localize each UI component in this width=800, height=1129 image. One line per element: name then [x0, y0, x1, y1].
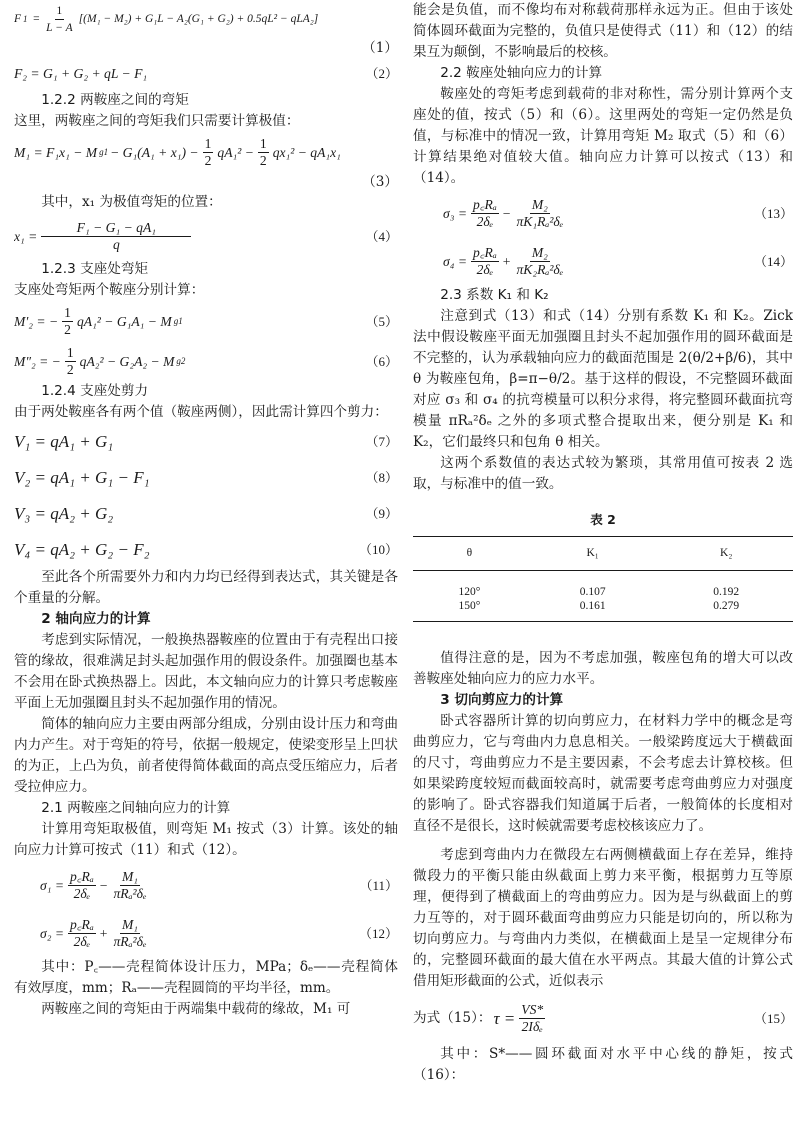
equation-14: σ₄ = $\frac{\text{p꜀Rₐ}}{\text{2δₑ}}$ + $\frac{\text{M₂}}{\text{πK₂Rₐ²δₑ}}$ （14）	[443, 244, 793, 277]
equation-10: V₄ = qA₂ + G₂ − F₂ （10）	[14, 539, 398, 559]
equation-3: M₁ = F₁x₁ − M g1 − G₁(A₁ + x₁) − $\frac{1}{2}$ qA₁² − $\frac{1}{2}$ qx₁² − qA₁x₁	[14, 135, 341, 168]
equation-3-number: （3）	[362, 174, 398, 190]
table-header-k1: K₁	[526, 537, 660, 571]
table-caption: 表 2	[590, 512, 616, 527]
paragraph-2-2: 鞍座处的弯矩考虑到载荷的非对称性，需分别计算两个支座处的值，按式（5）和（6）。这里两处的弯矩一定仍然是负值，与标准中的情况一致，计算用弯矩 M₂ 取式（5）和（6）计算结果绝对值较大值。轴向应力计算可以按式（13）和（14）。	[413, 86, 793, 186]
equation-1: F 1 = $\frac{1}{L - A}$ [(M₁ − M₂) + G₁L − A₂(G₁ + G₂) + 0.5qL² − qLA₂]	[14, 4, 319, 34]
equation-12: σ₂ = $\frac{\text{p꜀Rₐ}}{\text{2δₑ}}$ + $\frac{\text{M₁}}{\text{πRₐ²δₑ}}$ （12）	[40, 916, 398, 949]
paragraph-where: 其中：P꜀——壳程简体设计压力，MPa；δₑ——壳程简体有效厚度，mm；Rₐ——壳程圆筒的平均半径，mm。	[14, 959, 398, 996]
heading-1-2-4: 1.2.4 支座处剪力	[41, 383, 149, 399]
equation-7: V₁ = qA₁ + G₁ （7）	[14, 431, 398, 451]
paragraph-2-3b: 这两个系数值的表达式较为繁琐，其常用值可按表 2 选取，与标准中的值一致。	[413, 455, 793, 492]
equation-4: x₁ = $\frac{\text{F₁ − G₁ − qA₁}}{q}$ （4）	[14, 219, 398, 252]
heading-2-1: 2.1 两鞍座之间轴向应力的计算	[41, 800, 231, 816]
paragraph-1-2-3: 支座处弯矩两个鞍座分别计算：	[14, 282, 205, 298]
heading-2-3: 2.3 系数 K₁ 和 K₂	[440, 287, 549, 303]
heading-2: 2 轴向应力的计算	[41, 611, 151, 627]
heading-3: 3 切向剪应力的计算	[440, 692, 564, 708]
paragraph-tail: 两鞍座之间的弯矩由于两端集中载荷的缘故，M₁ 可	[41, 1001, 351, 1017]
paragraph-3a: 卧式容器所计算的切向剪应力，在材料力学中的概念是弯曲剪应力，它与弯曲内力息息相关。一般梁跨度远大于横截面的尺寸，弯曲剪应力不是主要因素，不会考虑去计算校核。但如果梁跨度较短而截面较高时，就需要考虑弯曲剪应力对强度的影响了。卧式容器我们知道属于后者，一般简体的长度相对直径不是很长，这时候就需要考虑校核该应力了。	[413, 713, 793, 834]
paragraph-continued: 能会是负值，而不像均布对称载荷那样永远为正。但由于该处简体圆环截面为完整的，负值只是使得式（11）和（12）的结果互为颠倒，不影响最后的校核。	[413, 2, 793, 60]
equation-1-number: （1）	[362, 40, 398, 56]
table-header-k2: K₂	[659, 537, 793, 571]
paragraph-2b: 简体的轴向应力主要由两部分组成，分别由设计压力和弯曲内力产生。对于弯矩的符号，依据一般规定，使梁变形呈上凹状的为正，上凸为负，前者使得简体截面的高点受压缩应力，后者受拉伸应力。	[14, 716, 398, 795]
heading-1-2-2: 1.2.2 两鞍座之间的弯矩	[41, 92, 189, 108]
equation-9: V₃ = qA₂ + G₂ （9）	[14, 503, 398, 523]
paragraph-2-3: 注意到式（13）和式（14）分别有系数 K₁ 和 K₂。Zick 法中假设鞍座平面无加强圈且封头不起加强作用的圆环截面是不完整的，认为承载轴向应力的截面范围是 2(θ/2+β/6)，其中 θ 为鞍座包角，β=π−θ/2。基于这样的假设，不完整圆环截面对应 σ₃ 和 σ₄ 的抗弯模量可以积分求得，将完整圆环截面抗弯模量 πRₐ²δₑ 之外的多项式整合提取出来，便分别是 K₁ 和 K₂，它们最终只和包角 θ 相关。	[413, 308, 793, 450]
right-column	[413, 0, 793, 1129]
paragraph-3b: 考虑到弯曲内力在微段左右两侧横截面上存在差异，维持微段力的平衡只能由纵截面上剪力来平衡，根据剪力互等原理，便得到了横截面上的弯曲剪应力。因为是与纵截面上的剪力互等的，对于圆环截面弯曲剪应力只能是切向的，所以称为切向剪应力。与弯曲内力类似，在横截面上是呈一定规律分布的，完整圆环截面的最大值在水平两点。其最大值的计算公式借用矩形截面的公式，近似表示	[413, 847, 793, 989]
coefficient-table	[413, 536, 793, 622]
paragraph-last: 其中：S*——圆环截面对水平中心线的静矩，按式（16）：	[413, 1046, 793, 1083]
left-column	[14, 0, 398, 1129]
heading-1-2-3: 1.2.3 支座处弯矩	[41, 261, 149, 277]
equation-2: F₂ = G₁ + G₂ + qL − F₁ （2）	[14, 65, 398, 81]
paragraph-summary: 至此各个所需要外力和内力均已经得到表达式，其关键是各个重量的分解。	[14, 569, 398, 606]
table-row: 150° 0.161 0.279	[413, 599, 793, 622]
heading-2-2: 2.2 鞍座处轴向应力的计算	[440, 65, 603, 81]
paragraph-note: 值得注意的是，因为不考虑加强，鞍座包角的增大可以改善鞍座处轴向应力的应力水平。	[413, 650, 793, 687]
table-header-theta: θ	[413, 537, 526, 571]
equation-15: 为式（15）： τ = $\frac{VS*}{\text{2Iδₑ}}$ （15）	[413, 1001, 793, 1034]
equation-13: σ₃ = $\frac{\text{p꜀Rₐ}}{\text{2δₑ}}$ − $\frac{\text{M₂}}{\text{πK₁Rₐ²δₑ}}$ （13）	[443, 196, 793, 229]
paragraph-x1: 其中，x₁ 为极值弯矩的位置：	[41, 194, 222, 210]
equation-5: M′₂ = − $\frac{1}{2}$ qA₁² − G₁A₁ − M g1 （5）	[14, 304, 398, 337]
paragraph-2a: 考虑到实际情况，一般换热器鞍座的位置由于有壳程出口接管的缘故，很难满足封头起加强作用的假设条件。加强圈也基本不会用在卧式换热器上。因此，本文轴向应力的计算只考虑鞍座平面上无加强圈且封头不起加强作用的情况。	[14, 632, 398, 711]
equation-11: σ₁ = $\frac{\text{p꜀Rₐ}}{\text{2δₑ}}$ − $\frac{\text{M₁}}{\text{πRₐ²δₑ}}$ （11）	[40, 868, 398, 901]
equation-6: M″₂ = − $\frac{1}{2}$ qA₂² − G₂A₂ − M g2 （6）	[14, 344, 398, 377]
equation-8: V₂ = qA₁ + G₁ − F₁ （8）	[14, 467, 398, 487]
table-row: 120° 0.107 0.192	[458, 586, 740, 598]
paragraph-1-2-4: 由于两处鞍座各有两个值（鞍座两侧），因此需计算四个剪力：	[14, 404, 388, 420]
paragraph-2-1: 计算用弯矩取极值，则弯矩 M₁ 按式（3）计算。该处的轴向应力计算可按式（11）和式（12）。	[14, 821, 398, 858]
paragraph-1-2-2: 这里，两鞍座之间的弯矩我们只需要计算极值：	[14, 113, 300, 129]
